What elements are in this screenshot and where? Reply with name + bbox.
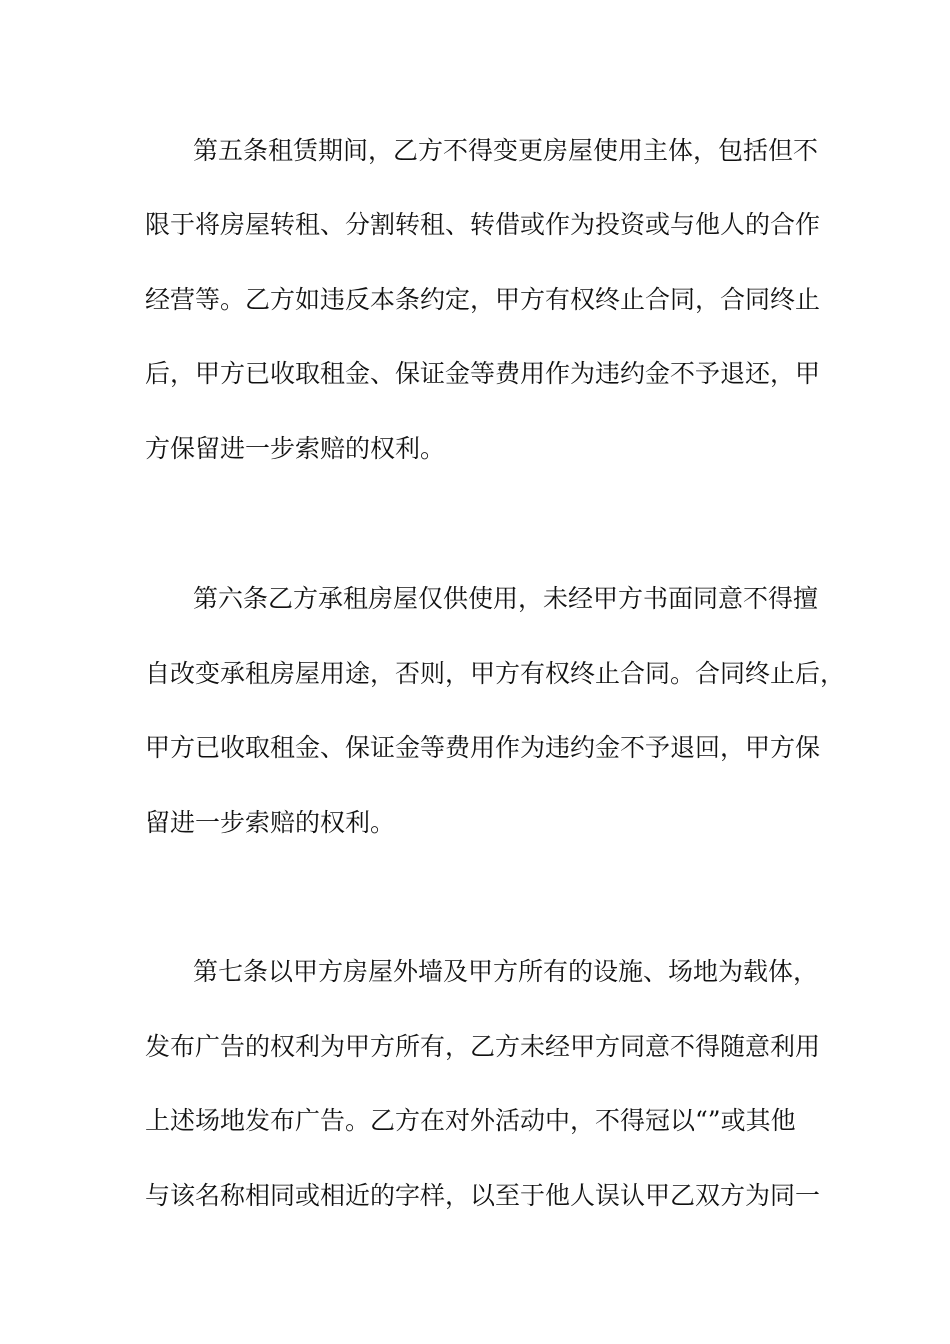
text-line: 第六条乙方承租房屋仅供使用，未经甲方书面同意不得擅 bbox=[193, 584, 819, 613]
text-line: 经营等。乙方如违反本条约定，甲方有权终止合同，合同终止 bbox=[145, 285, 821, 314]
text-line: 方保留进一步索赔的权利。 bbox=[145, 434, 446, 463]
text-line: 后，甲方已收取租金、保证金等费用作为违约金不予退还，甲 bbox=[145, 359, 821, 388]
text-line: 第七条以甲方房屋外墙及甲方所有的设施、场地为载体， bbox=[193, 957, 819, 986]
text-line: 上述场地发布广告。乙方在对外活动中，不得冠以“”或其他 bbox=[145, 1106, 796, 1135]
text-line: 留进一步索赔的权利。 bbox=[145, 808, 396, 837]
text-line: 发布广告的权利为甲方所有，乙方未经甲方同意不得随意利用 bbox=[145, 1032, 821, 1061]
text-line: 自改变承租房屋用途，否则，甲方有权终止合同。合同终止后， bbox=[145, 659, 846, 688]
text-line: 第五条租赁期间，乙方不得变更房屋使用主体，包括但不 bbox=[193, 136, 819, 165]
text-line: 甲方已收取租金、保证金等费用作为违约金不予退回，甲方保 bbox=[145, 733, 821, 762]
text-line: 限于将房屋转租、分割转租、转借或作为投资或与他人的合作 bbox=[145, 210, 821, 239]
text-line: 与该名称相同或相近的字样，以至于他人误认甲乙双方为同一 bbox=[145, 1181, 821, 1210]
